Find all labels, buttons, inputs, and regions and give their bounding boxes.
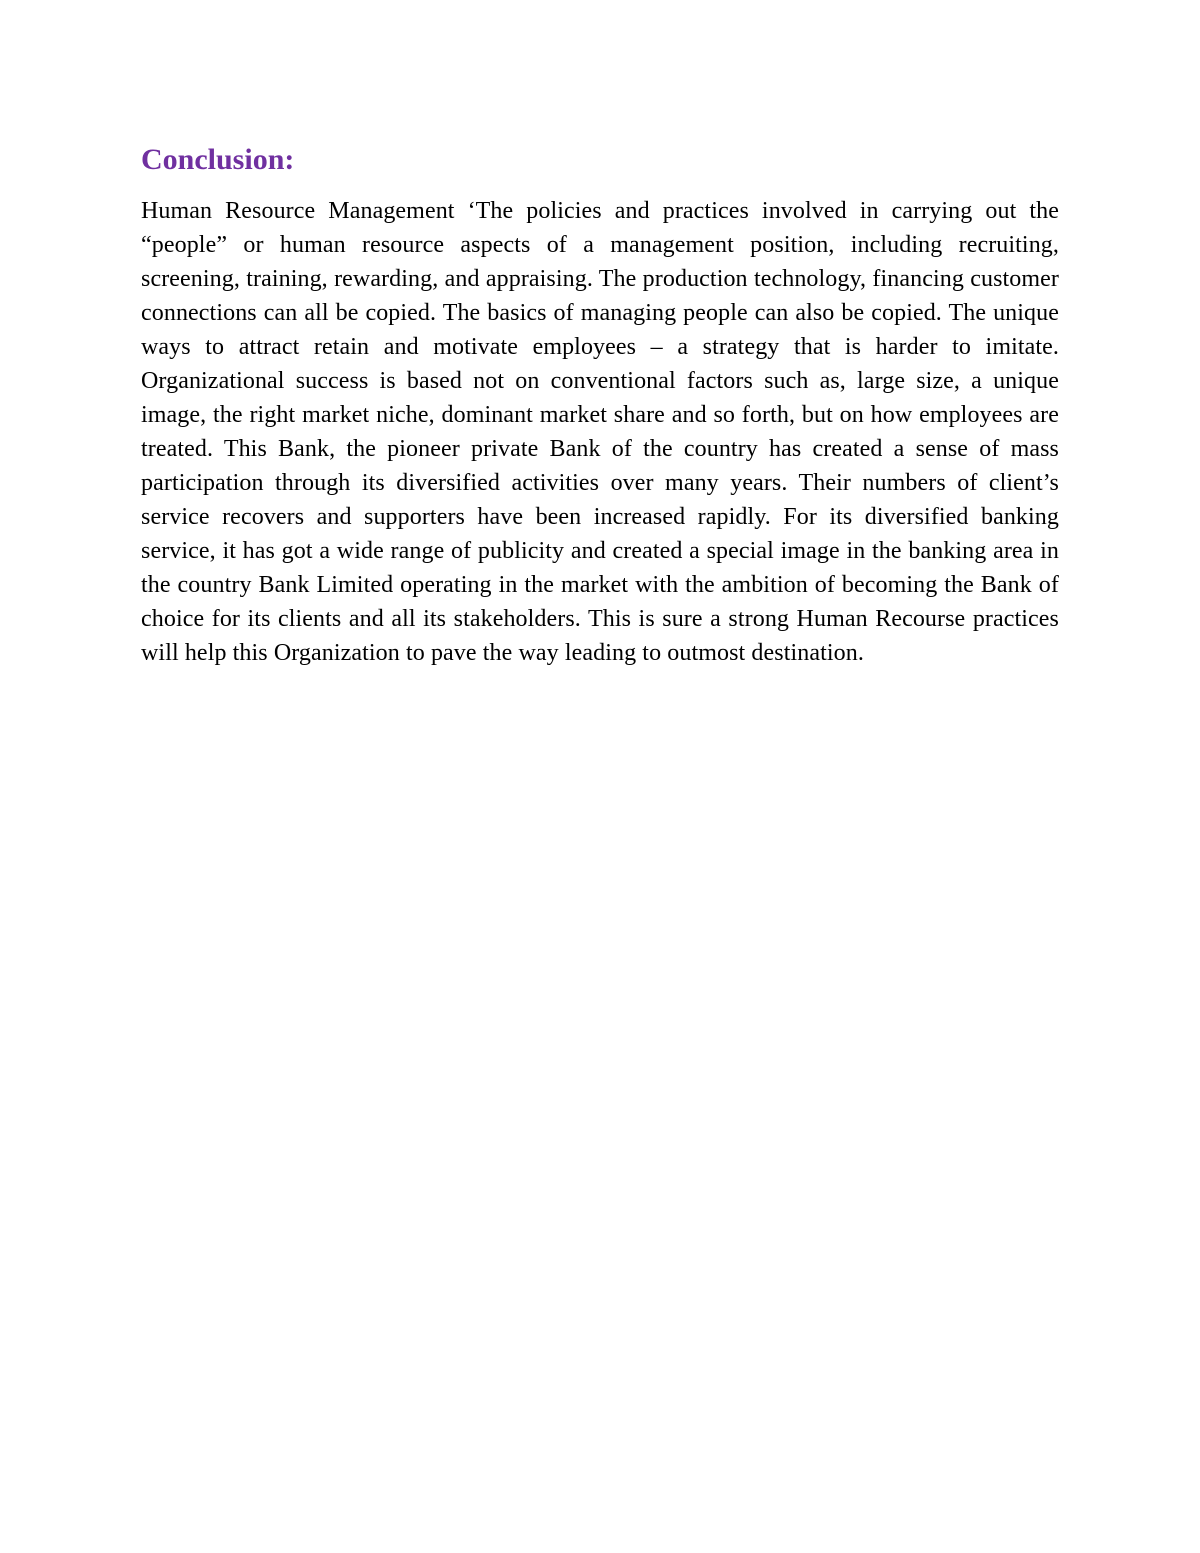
body-paragraph: Human Resource Management ‘The policies and practices involved in carrying out the “people” or human resource aspects of a management position, including recruiting, screening, training, rewarding, and appraising. The production technology, financing customer connections can all be copied. The basics of managing people can also be copied. The unique ways to attract retain and motivate employees – a strategy that is harder to imitate. Organizational success is based not on conventional factors such as, large size, a unique image, the right market niche, dominant market share and so forth, but on how employees are treated. This Bank, the pioneer private Bank of the country has created a sense of mass participation through its diversified activities over many years. Their numbers of client’s service recovers and supporters have been increased rapidly. For its diversified banking service, it has got a wide range of publicity and created a special image in the banking area in the country Bank Limited operating in the market with the ambition of becoming the Bank of choice for its clients and all its stakeholders. This is sure a strong Human Recourse practices will help this Organization to pave the way leading to outmost destination.: [141, 198, 1059, 666]
document-content: [141, 140, 1059, 670]
section-heading: Conclusion:: [141, 143, 295, 176]
